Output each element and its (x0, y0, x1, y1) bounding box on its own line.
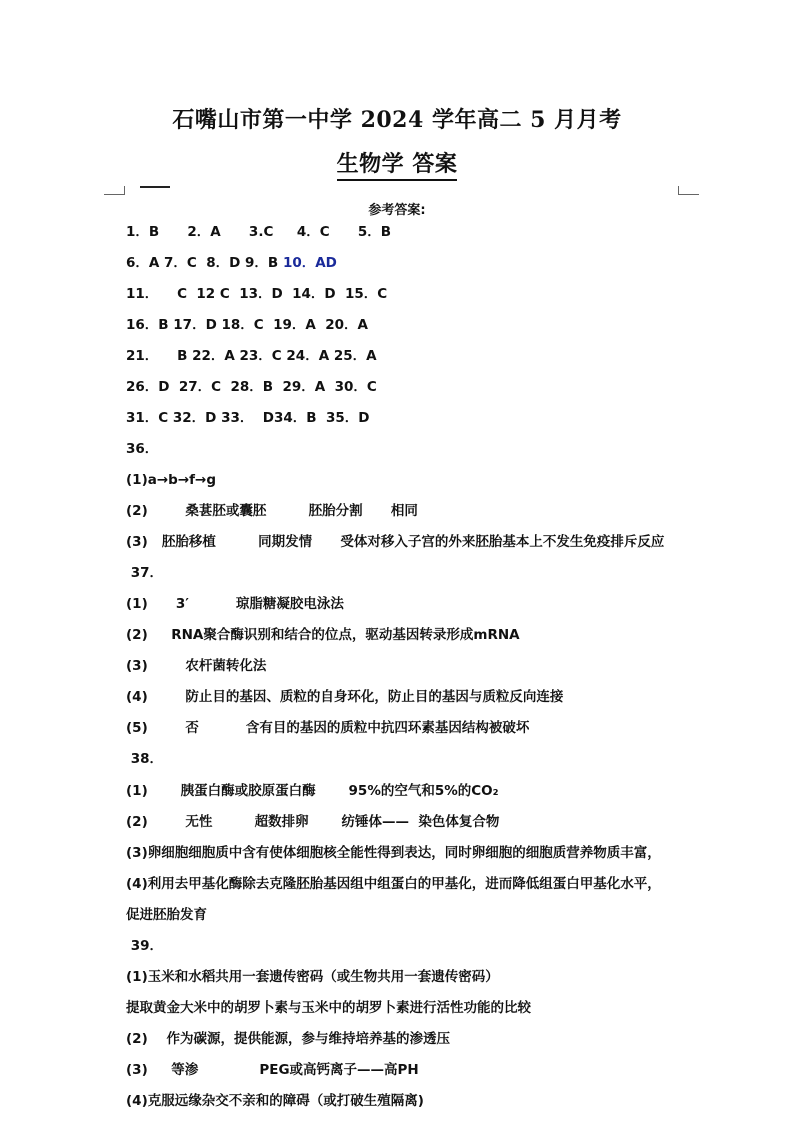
question-number: 38． (126, 751, 163, 767)
subtitle-text: 生物学 答案 (337, 151, 458, 181)
answer-line (126, 254, 337, 272)
question-number: 36． (126, 441, 159, 457)
answer-line: (3) 胚胎移植 同期发情 受体对移入子宫的外来胚胎基本上不发生免疫排斥反应 (126, 534, 665, 550)
answer-line: (1) 胰蛋白酶或胶原蛋白酶 95%的空气和5%的CO₂ (126, 783, 499, 799)
question-number: 37． (126, 565, 163, 581)
answer-line: 26．D 27．C 28．B 29．A 30．C (126, 379, 377, 395)
answer-line: 促进胚胎发育 (126, 907, 207, 923)
answer-line: (1)玉米和水稻共用一套遗传密码（或生物共用一套遗传密码） (126, 969, 499, 985)
answer-line: 31．C 32．D 33． D34．B 35．D (126, 410, 370, 426)
answer-line: (4) 防止目的基因、质粒的自身环化，防止目的基因与质粒反向连接 (126, 689, 564, 705)
answer-line: 提取黄金大米中的胡罗卜素与玉米中的胡罗卜素进行活性功能的比较 (126, 1000, 531, 1016)
answer-line: 16．B 17．D 18．C 19．A 20．A (126, 317, 368, 333)
answer-line: (1)a→b→f→g (126, 472, 216, 488)
decorative-rule (140, 186, 170, 188)
answer-line: (5) 否 含有目的基因的质粒中抗四环素基因结构被破坏 (126, 720, 530, 736)
document-subtitle (0, 147, 794, 178)
answer-text: 6．A 7．C 8．D 9．B (126, 255, 283, 271)
question-number: 39． (126, 938, 163, 954)
answer-line: (3)卵细胞细胞质中含有使体细胞核全能性得到表达，同时卵细胞的细胞质营养物质丰富， (126, 845, 661, 861)
answer-line: (2) 作为碳源，提供能源，参与维持培养基的渗透压 (126, 1031, 451, 1047)
corner-mark-right (678, 186, 699, 195)
corner-mark-left (104, 186, 125, 195)
answer-line: (2) 桑葚胚或囊胚 胚胎分割 相同 (126, 503, 418, 519)
answer-line: 21． B 22．A 23．C 24．A 25．A (126, 348, 377, 364)
answer-line: (3) 等渗 PEG或高钙离子——高PH (126, 1062, 419, 1078)
answer-line: (1) 3′ 琼脂糖凝胶电泳法 (126, 596, 344, 612)
answer-line: (2) 无性 超数排卵 纺锤体—— 染色体复合物 (126, 814, 500, 830)
answer-highlight: 10．AD (282, 255, 337, 271)
answer-line: (4)克服远缘杂交不亲和的障碍（或打破生殖隔离) (126, 1093, 424, 1109)
answer-heading: 参考答案: (368, 203, 426, 218)
answer-line: (2) RNA聚合酶识别和结合的位点，驱动基因转录形成mRNA (126, 627, 520, 643)
answer-line: (3) 农杆菌转化法 (126, 658, 267, 674)
document-title: 石嘴山市第一中学 2024 学年高二 5 月月考 (172, 107, 622, 133)
answer-line: (4)利用去甲基化酶除去克隆胚胎基因组中组蛋白的甲基化，进而降低组蛋白甲基化水平， (126, 876, 661, 892)
answer-line: 1．B 2．A 3.C 4．C 5．B (126, 224, 392, 240)
answer-line: 11． C 12 C 13．D 14．D 15．C (126, 286, 388, 302)
